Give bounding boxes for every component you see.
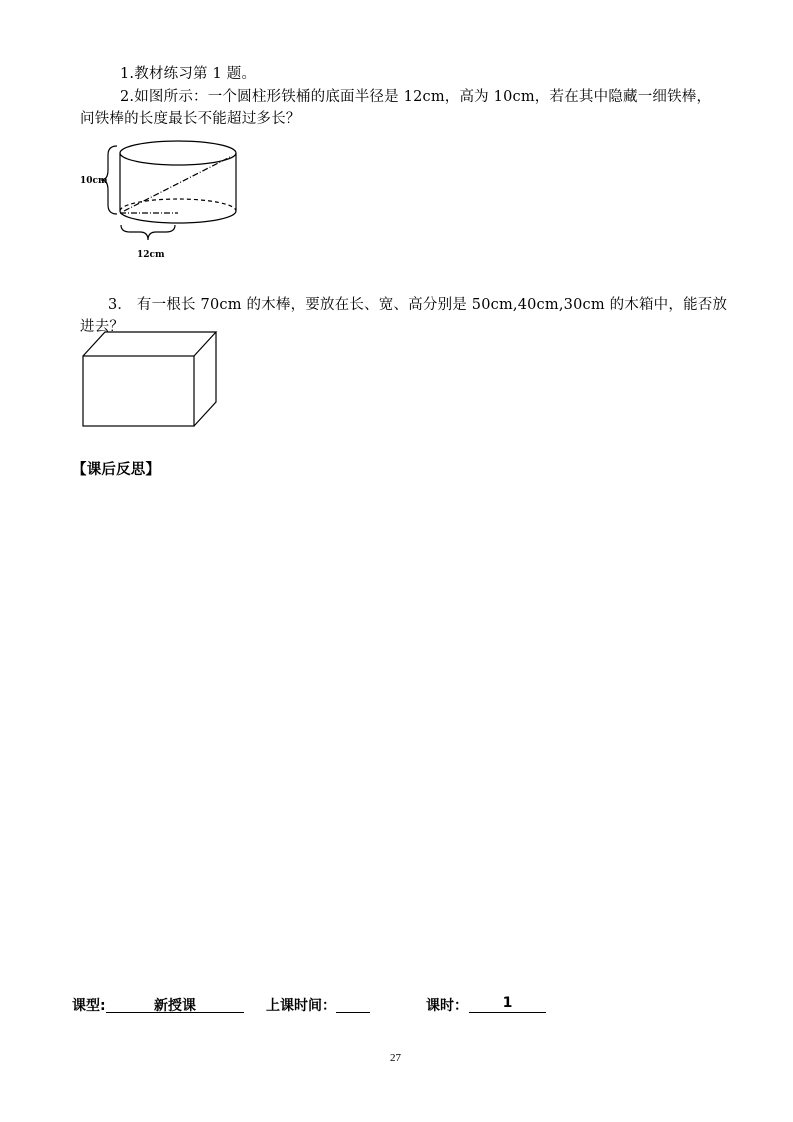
question-1: 1.教材练习第 1 题。	[120, 66, 257, 82]
lesson-type-label: 课型:	[72, 998, 106, 1014]
question-2-line-1: 2.如图所示：一个圆柱形铁桶的底面半径是 12cm，高为 10cm，若在其中隐藏一细铁棒，	[120, 89, 712, 105]
box-top-face	[83, 332, 216, 356]
question-2-line-2: 问铁棒的长度最长不能超过多长？	[80, 111, 301, 127]
question-3-line-2: 进去？	[80, 319, 125, 335]
height-label: 10cm	[80, 176, 108, 186]
lesson-type-value: 新授课	[106, 995, 244, 1013]
page-number: 27	[390, 1052, 401, 1064]
class-hours-label: 课时：	[426, 998, 468, 1014]
question-3-line-1: 3． 有一根长 70cm 的木棒，要放在长、宽、高分别是 50cm,40cm,30cm 的木箱中，能否放	[108, 297, 728, 313]
radius-label: 12cm	[137, 250, 165, 260]
class-time-value	[336, 995, 370, 1013]
box-front-face	[83, 356, 194, 426]
box-side-face	[194, 332, 216, 426]
class-time-label: 上课时间：	[266, 998, 336, 1014]
class-hours-value: 1	[469, 995, 546, 1013]
reflection-heading: 【课后反思】	[72, 462, 161, 478]
